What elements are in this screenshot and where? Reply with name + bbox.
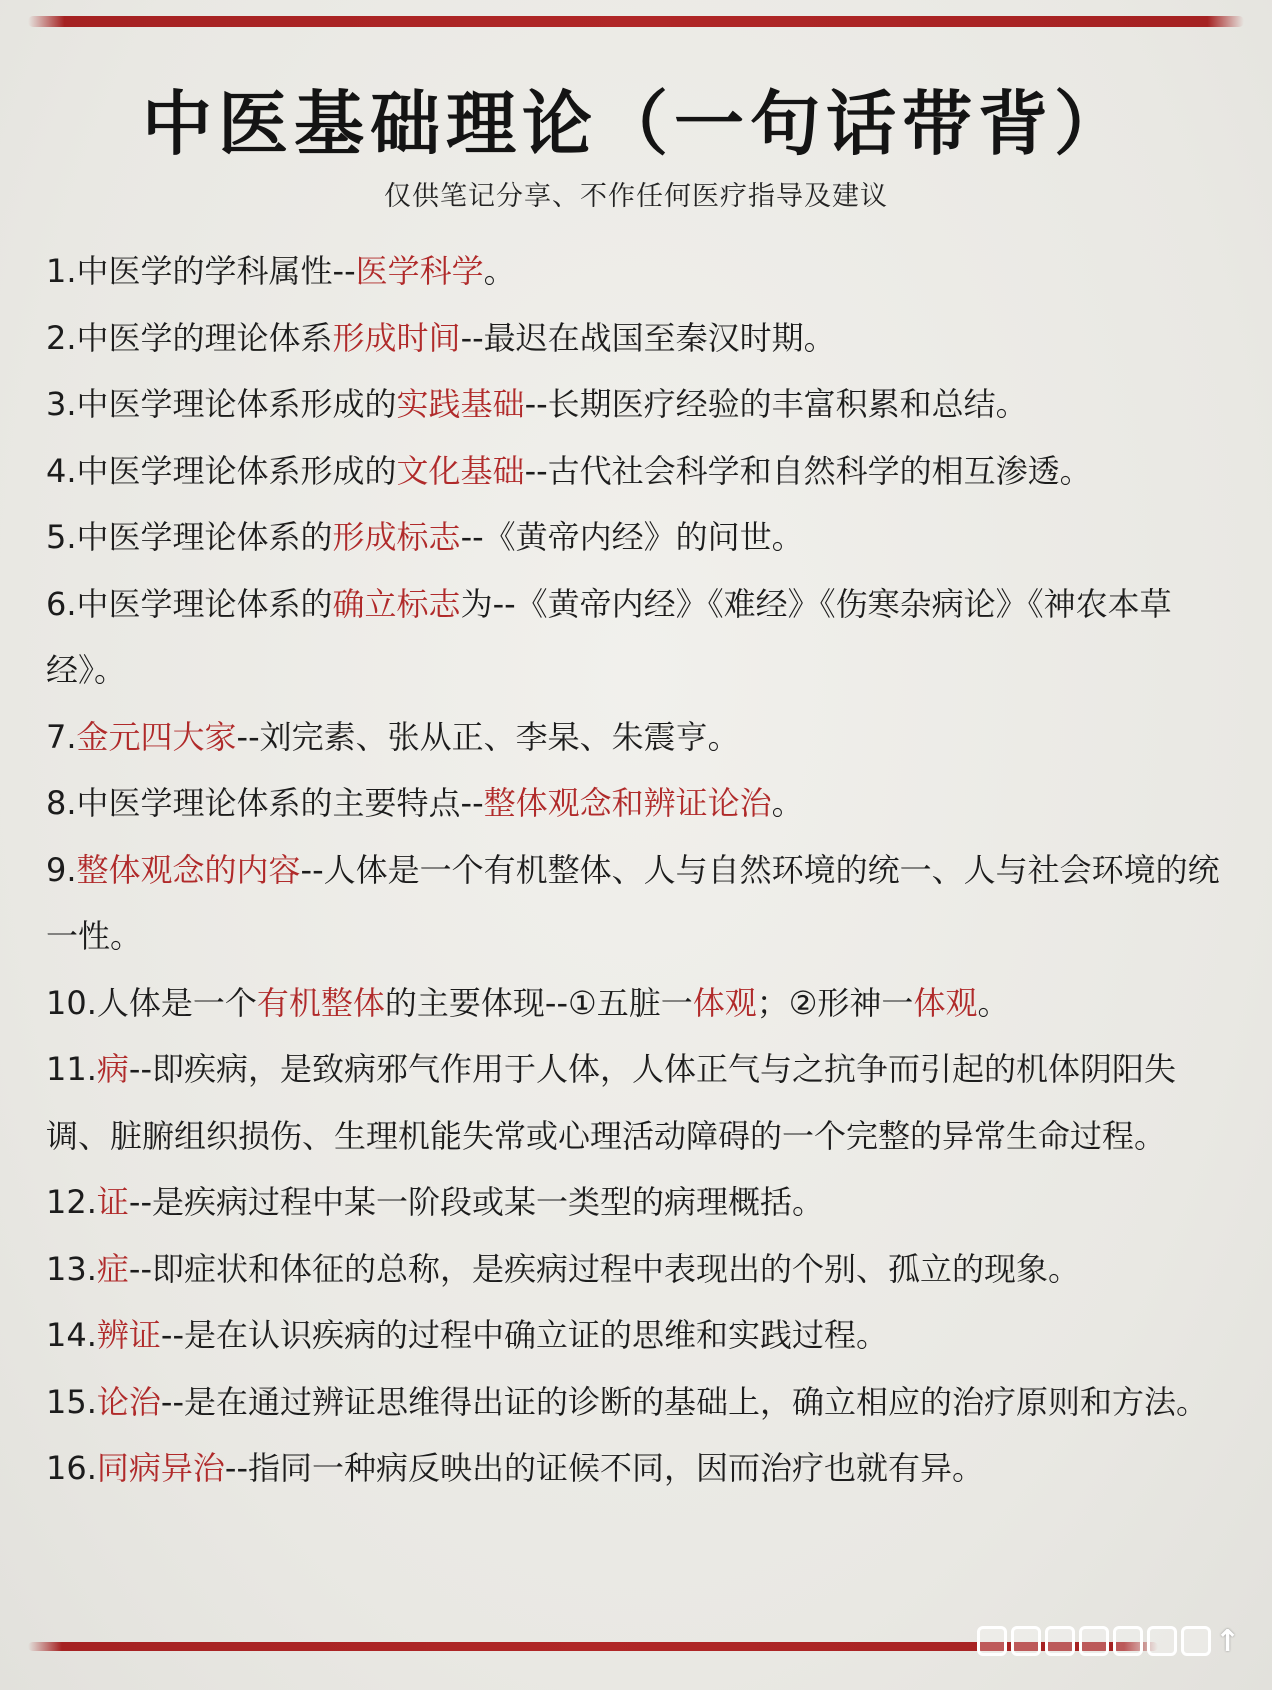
highlighted-term: 整体观念的内容 <box>76 850 301 889</box>
list-item <box>46 970 1226 1037</box>
item-text: 16. <box>46 1449 97 1487</box>
item-text: --是在通过辨证思维得出证的诊断的基础上，确立相应的治疗原则和方法。 <box>160 1382 1209 1421</box>
highlighted-term: 病 <box>96 1050 129 1088</box>
item-text: 6.中医学理论体系的 <box>46 584 333 623</box>
watermark-square-icon <box>1181 1626 1211 1656</box>
list-item <box>46 571 1226 704</box>
highlighted-term: 体观 <box>692 983 757 1022</box>
item-text: --古代社会科学和自然科学的相互渗透。 <box>524 451 1092 490</box>
highlighted-term: 体观 <box>913 983 978 1022</box>
highlighted-term: 有机整体 <box>256 983 385 1022</box>
list-item <box>46 238 1226 305</box>
item-text: 14. <box>46 1316 97 1354</box>
item-text: --是疾病过程中某一阶段或某一类型的病理概括。 <box>128 1183 825 1221</box>
item-text: --人体是一个有机整体、人与自然环境的统一、人与社会环境的统一性。 <box>46 850 1220 955</box>
watermark-square-icon <box>1147 1626 1177 1656</box>
item-text: 3.中医学理论体系形成的 <box>46 385 397 423</box>
item-text: 2.中医学的理论体系 <box>46 318 333 357</box>
item-text: --指同一种病反映出的证候不同，因而治疗也就有异。 <box>224 1449 985 1487</box>
item-text: 15. <box>46 1382 97 1421</box>
item-text: --即症状和体征的总称，是疾病过程中表现出的个别、孤立的现象。 <box>128 1249 1081 1288</box>
item-text: --即疾病，是致病邪气作用于人体，人体正气与之抗争而引起的机体阴阳失调、脏腑组织损伤、生理机能失常或心理活动障碍的一个完整的异常生命过程。 <box>46 1050 1177 1155</box>
item-text: 4.中医学理论体系形成的 <box>46 451 397 490</box>
list-item <box>46 1369 1226 1436</box>
list-item <box>46 438 1226 505</box>
list-item <box>46 1036 1226 1169</box>
list-item <box>46 504 1226 571</box>
list-item <box>46 837 1226 970</box>
watermark-square-icon <box>1011 1626 1041 1656</box>
highlighted-term: 症 <box>96 1249 129 1288</box>
top-brush-stroke-divider <box>28 16 1244 27</box>
item-text: 9. <box>46 850 77 889</box>
watermark-logo <box>950 1622 1240 1660</box>
item-text: 11. <box>46 1050 97 1088</box>
item-text: ；②形神一 <box>756 983 914 1022</box>
watermark-square-icon <box>977 1626 1007 1656</box>
list-item <box>46 371 1226 438</box>
list-item <box>46 770 1226 837</box>
watermark-square-icon <box>1045 1626 1075 1656</box>
highlighted-term: 确立标志 <box>332 584 461 623</box>
list-item <box>46 305 1226 372</box>
item-text: 1.中医学的学科属性-- <box>46 252 356 290</box>
item-text: 为--《黄帝内经》《难经》《伤寒杂病论》《神农本草经》。 <box>46 584 1172 689</box>
item-text: 。 <box>771 784 804 822</box>
highlighted-term: 金元四大家 <box>76 717 237 756</box>
highlighted-term: 整体观念和辨证论治 <box>483 784 772 822</box>
list-item <box>46 704 1226 771</box>
page-subtitle: 仅供笔记分享、不作任何医疗指导及建议 <box>384 181 888 212</box>
highlighted-term: 形成标志 <box>332 518 461 556</box>
item-text: 7. <box>46 717 77 756</box>
item-text: 8.中医学理论体系的主要特点-- <box>46 784 484 822</box>
item-text: 13. <box>46 1249 97 1288</box>
watermark-square-icon <box>1113 1626 1143 1656</box>
item-text: 5.中医学理论体系的 <box>46 518 333 556</box>
highlighted-term: 辨证 <box>96 1316 161 1354</box>
highlighted-term: 实践基础 <box>396 385 525 423</box>
page-title: 中医基础理论（一句话带背） <box>142 83 1130 165</box>
highlighted-term: 论治 <box>96 1382 161 1421</box>
item-text: --是在认识疾病的过程中确立证的思维和实践过程。 <box>160 1316 889 1354</box>
item-text: 10.人体是一个 <box>46 983 257 1022</box>
item-text: --长期医疗经验的丰富积累和总结。 <box>524 385 1028 423</box>
highlighted-term: 证 <box>96 1183 129 1221</box>
item-text: 。 <box>977 983 1010 1022</box>
item-text: 的主要体现--①五脏一 <box>384 983 693 1022</box>
watermark-square-icon <box>1079 1626 1109 1656</box>
list-item <box>46 1236 1226 1303</box>
item-text: --《黄帝内经》的问世。 <box>460 518 804 556</box>
highlighted-term: 文化基础 <box>396 451 525 490</box>
list-item <box>46 1302 1226 1369</box>
notes-list <box>46 238 1226 1502</box>
item-text: --刘完素、张从正、李杲、朱震亨。 <box>236 717 740 756</box>
item-text: 12. <box>46 1183 97 1221</box>
list-item <box>46 1169 1226 1236</box>
highlighted-term: 形成时间 <box>332 318 461 357</box>
item-text: --最迟在战国至秦汉时期。 <box>460 318 836 357</box>
item-text: 。 <box>483 252 516 290</box>
watermark-glyph-icon: ↑ <box>1214 1623 1240 1659</box>
highlighted-term: 同病异治 <box>96 1449 225 1487</box>
list-item <box>46 1435 1226 1502</box>
highlighted-term: 医学科学 <box>355 252 484 290</box>
